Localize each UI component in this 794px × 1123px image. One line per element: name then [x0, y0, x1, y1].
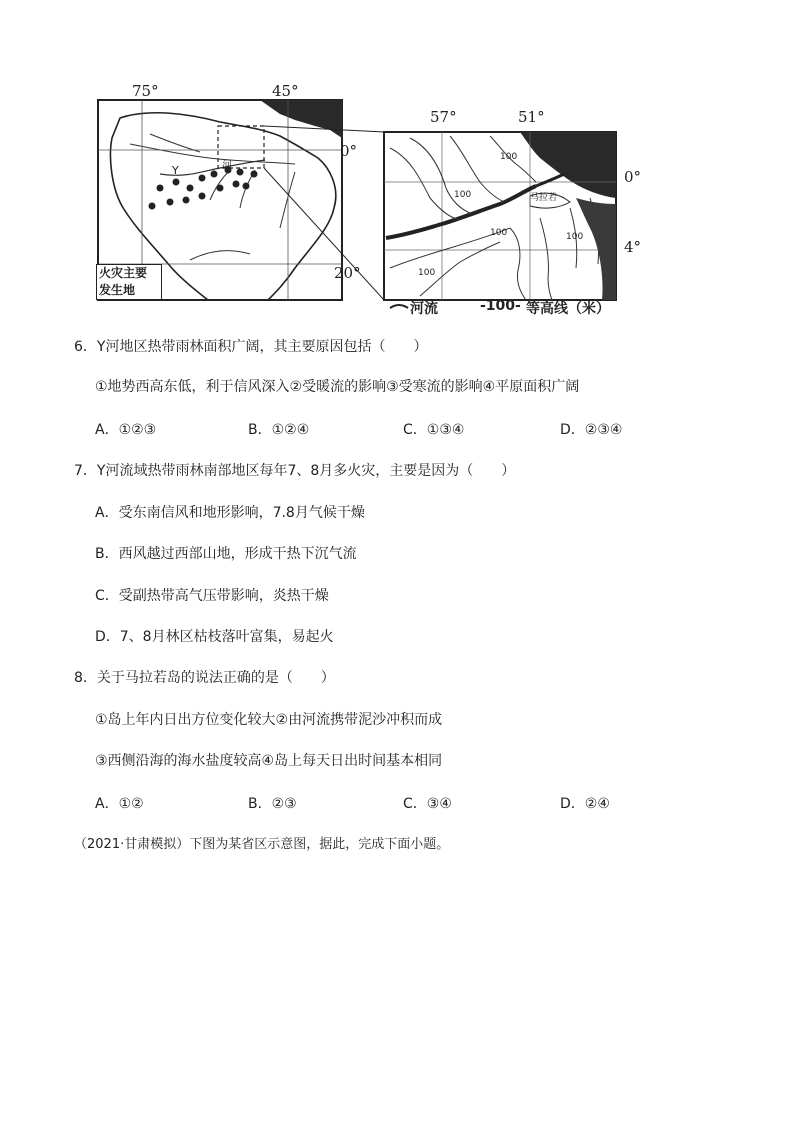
lat-0-label-left: 0° [340, 142, 358, 160]
river-legend: 河流 [410, 301, 438, 317]
fire-legend-line1: 火灾主要 [99, 266, 148, 280]
q7-option-a[interactable]: A．受东南信风和地形影响，7.8月气候干燥 [95, 505, 365, 521]
contour-legend-value: -100- [480, 298, 521, 314]
map-drawing [90, 78, 650, 318]
contour-value: 100 [418, 268, 436, 278]
q8-option-a[interactable]: A．①② [95, 796, 144, 812]
lat-4-label: 4° [624, 238, 642, 256]
q8-option-c[interactable]: C．③④ [403, 796, 452, 812]
q6-option-b[interactable]: B．①②④ [248, 422, 310, 438]
q7-option-d[interactable]: D．7、8月林区枯枝落叶富集，易起火 [95, 629, 334, 645]
question-6-stem: 6．Y河地区热带雨林面积广阔，其主要原因包括（ ） [74, 339, 428, 355]
lon-45-label: 45° [272, 82, 299, 100]
river-letter: Y [172, 164, 179, 177]
q6-option-d[interactable]: D．②③④ [560, 422, 623, 438]
question-6-statements: ①地势西高东低，利于信风深入②受暖流的影响③受寒流的影响④平原面积广阔 [95, 379, 580, 395]
island-label: 马拉若 [530, 193, 558, 203]
question-8-statements-2: ③西侧沿海的海水盐度较高④岛上每天日出时间基本相同 [95, 753, 443, 769]
lon-57-label: 57° [430, 108, 457, 126]
fire-legend-line2: 发生地 [99, 283, 136, 297]
lat-0-label-right: 0° [624, 168, 642, 186]
q7-option-c[interactable]: C．受副热带高气压带影响，炎热干燥 [95, 588, 329, 604]
lon-51-label: 51° [518, 108, 545, 126]
lon-75-label: 75° [132, 82, 159, 100]
question-8-stem: 8．关于马拉若岛的说法正确的是（ ） [74, 670, 335, 686]
next-question-intro: （2021·甘肃模拟）下图为某省区示意图，据此，完成下面小题。 [74, 837, 450, 852]
contour-value: 100 [454, 190, 472, 200]
q8-option-b[interactable]: B．②③ [248, 796, 297, 812]
q8-option-d[interactable]: D．②④ [560, 796, 610, 812]
question-7-stem: 7．Y河流域热带雨林南部地区每年7、8月多火灾，主要是因为（ ） [74, 463, 516, 479]
contour-legend: 等高线（米） [526, 301, 610, 317]
contour-value: 100 [490, 228, 508, 238]
river-char: 河 [222, 160, 232, 171]
contour-value: 100 [500, 152, 518, 162]
question-8-statements-1: ①岛上年内日出方位变化较大②由河流携带泥沙冲积而成 [95, 712, 443, 728]
q6-option-a[interactable]: A．①②③ [95, 422, 157, 438]
q7-option-b[interactable]: B．西风越过西部山地，形成干热下沉气流 [95, 546, 357, 562]
map-figure [90, 78, 650, 318]
lat-20-label: 20° [334, 264, 361, 282]
fire-legend [96, 264, 162, 300]
contour-value: 100 [566, 232, 584, 242]
q6-option-c[interactable]: C．①③④ [403, 422, 465, 438]
